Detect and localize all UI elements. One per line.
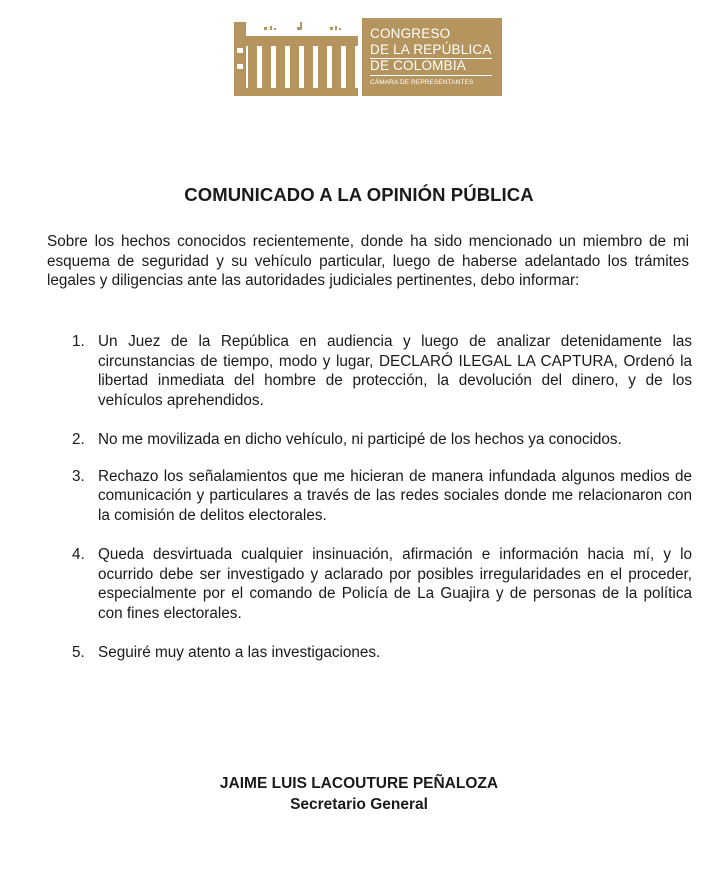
signer-name: JAIME LUIS LACOUTURE PEÑALOZA <box>219 775 499 792</box>
list-item-number: 5. <box>72 644 85 661</box>
logo-line-1: CONGRESO <box>370 26 451 41</box>
logo-text-box <box>362 18 502 96</box>
list-item-number: 3. <box>72 467 85 485</box>
signer-role: Secretario General <box>290 796 428 813</box>
list-item <box>72 643 692 663</box>
document-title: COMUNICADO A LA OPINIÓN PÚBLICA <box>184 184 534 205</box>
logo-subline: CÁMARA DE REPRESENTANTES <box>370 79 474 86</box>
list-item-text: Queda desvirtuada cualquier insinuación, afirmación e información hacia mí, y lo ocurrido debe ser investigado y aclarado por posibles irregularidades en el proceder, especialmente por el comando de Policía de La Guajira y de personas de la política con fines electorales. <box>98 546 692 622</box>
logo-divider <box>370 75 492 76</box>
congress-logo <box>234 18 502 96</box>
list-item <box>72 332 692 410</box>
list-item <box>72 467 692 526</box>
list-item-number: 1. <box>72 333 85 350</box>
list-item-number: 2. <box>72 431 85 448</box>
numbered-list <box>72 332 692 663</box>
logo-line-2: DE LA REPÚBLICA <box>370 42 492 57</box>
list-item-text: Seguiré muy atento a las investigaciones. <box>98 644 381 661</box>
list-item <box>72 430 692 450</box>
list-item-number: 4. <box>72 546 85 563</box>
logo-line-3: DE COLOMBIA <box>370 58 466 73</box>
signature-block <box>0 773 718 815</box>
list-item-text: No me movilizada en dicho vehículo, ni participé de los hechos ya conocidos. <box>98 431 622 448</box>
list-item-text: Rechazo los señalamientos que me hicieran de manera infundada algunos medios de comunicación y particulares a través de las redes sociales donde me relacionaron con la comisión de delitos electorales. <box>98 467 692 524</box>
intro-paragraph: Sobre los hechos conocidos recientemente, donde ha sido mencionado un miembro de mi esquema de seguridad y su vehículo particular, luego de haberse adelantado los trámites legales y diligencias ante las autoridades judiciales pertinentes, debo informar: <box>47 233 689 289</box>
list-item <box>72 545 692 623</box>
capitol-building-icon <box>234 18 362 96</box>
list-item-text: Un Juez de la República en audiencia y luego de analizar detenidamente las circunstancias de tiempo, modo y lugar, DECLARÓ ILEGAL LA CAPTURA, Ordenó la libertad inmediata del hombre de protección, la devolución del dinero, y de los vehículos aprehendidos. <box>98 333 692 409</box>
